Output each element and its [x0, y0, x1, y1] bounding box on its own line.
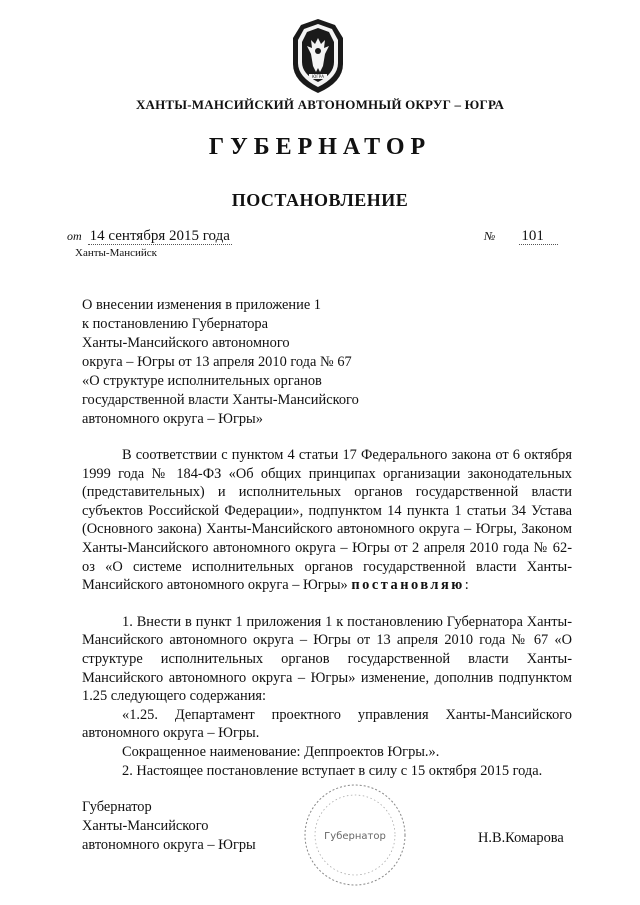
subject-line: округа – Югры от 13 апреля 2010 года № 67: [82, 354, 352, 370]
signatory-title-line: Губернатор: [82, 799, 152, 815]
city-name: Ханты-Мансийск: [75, 247, 158, 259]
preamble-text: В соответствии с пунктом 4 статьи 17 Федерального закона от 6 октября 1999 года № 184-ФЗ «Об общих принципах организации законодательных (представительных) и исполнительных органов государственной власти субъектов Российской Федерации», подпунктом 14 пункта 1 статьи 34 Устава (Основного закона) Ханты-Мансийского автономного округа – Югры, Законом Ханты-Мансийского автономного округа – Югры от 2 апреля 2010 года № 62-оз «О системе исполнительных органов государственной власти Ханты-Мансийского автономного округа – Югры»: [82, 447, 572, 594]
subject-line: «О структуре исполнительных органов: [82, 373, 322, 389]
document-body: [82, 446, 572, 780]
item-1-quote-paragraph: «1.25. Департамент проектного управления Ханты-Мансийского автономного округа – Югры.: [82, 706, 572, 742]
signatory-title-line: Ханты-Мансийского: [82, 818, 209, 834]
item-1-short-name-paragraph: Сокращенное наименование: Деппроектов Югры.».: [122, 743, 440, 760]
authority-heading: ГУБЕРНАТОР: [208, 134, 432, 160]
preamble-paragraph: [82, 446, 572, 595]
number-prefix: №: [484, 229, 496, 243]
document-subject: [82, 296, 412, 429]
document-type-heading: ПОСТАНОВЛЕНИЕ: [231, 190, 409, 210]
signatory-name: Н.В.Комарова: [478, 830, 564, 846]
subject-line: автономного округа – Югры»: [82, 411, 263, 427]
signatory-title-line: автономного округа – Югры: [82, 837, 256, 853]
subject-line: к постановлению Губернатора: [82, 316, 268, 332]
svg-text:Губернатор: Губернатор: [324, 831, 386, 842]
subject-line: О внесении изменения в приложение 1: [82, 297, 321, 313]
svg-text:ЮГРА: ЮГРА: [312, 74, 324, 79]
subject-line: государственной власти Ханты-Мансийского: [82, 392, 359, 408]
coat-of-arms-emblem: [287, 16, 349, 96]
number-value: 101: [519, 228, 558, 245]
signatory-title: [82, 798, 256, 855]
document-date: [67, 228, 232, 245]
official-stamp: [295, 780, 415, 890]
item-2-paragraph: 2. Настоящее постановление вступает в силу с 15 октября 2015 года.: [122, 762, 543, 779]
date-value: 14 сентября 2015 года: [89, 228, 230, 244]
document-number: [484, 228, 558, 245]
subject-line: Ханты-Мансийского автономного: [82, 335, 290, 351]
resolve-word: постановляю: [351, 577, 465, 594]
resolve-colon: :: [464, 577, 469, 594]
region-title: ХАНТЫ-МАНСИЙСКИЙ АВТОНОМНЫЙ ОКРУГ – ЮГРА: [135, 97, 505, 112]
date-prefix: от: [67, 229, 82, 243]
item-1-paragraph: 1. Внести в пункт 1 приложения 1 к постановлению Губернатора Ханты-Мансийского автономного округа – Югры от 13 апреля 2010 года № 67 «О структуре исполнительных органов государственной власти Ханты-Мансийского автономного округа – Югры» изменение, дополнив подпунктом 1.25 следующего содержания:: [82, 613, 572, 705]
